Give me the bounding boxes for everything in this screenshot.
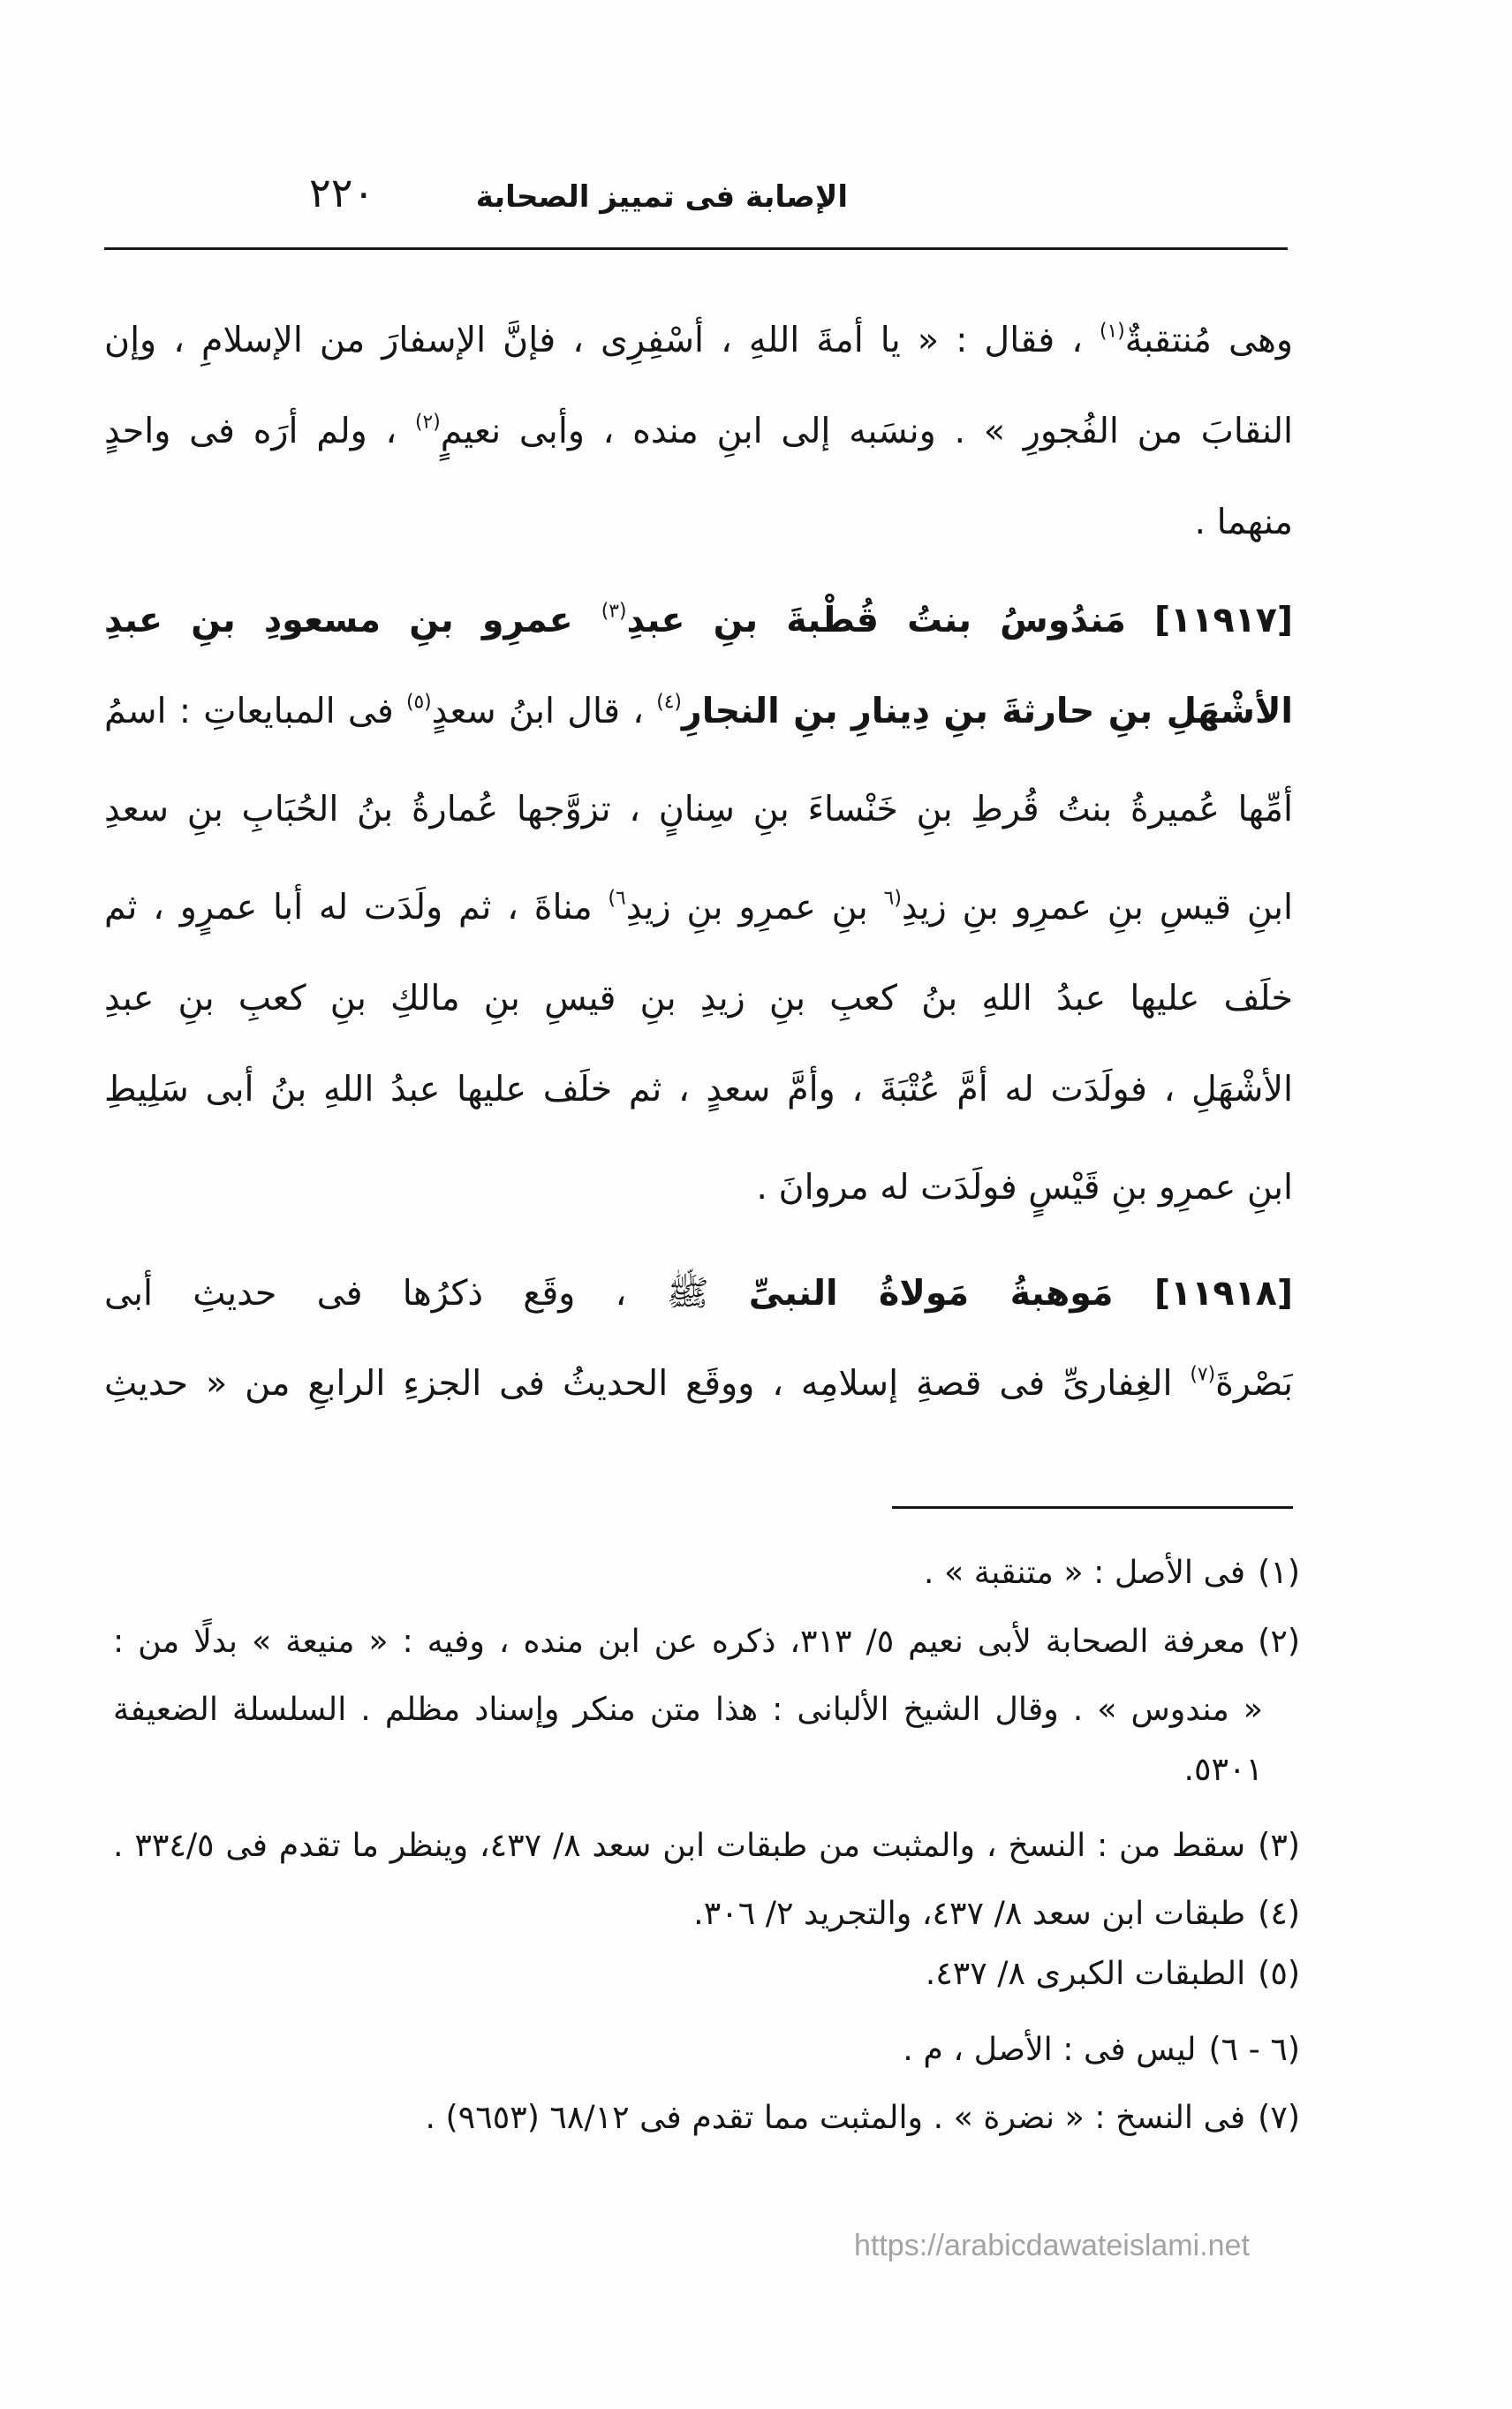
body-line bbox=[104, 296, 1293, 384]
entry-heading: [١١٩١٨] مَوهبةُ مَولاةُ النبىِّ bbox=[748, 1273, 1293, 1314]
footnote-separator bbox=[892, 1506, 1293, 1509]
footnote-text: سقط من : النسخ ، والمثبت من طبقات ابن سعد ٨/ ٤٣٧، وينظر ما تقدم فى ٣٣٤/٥ . bbox=[113, 1826, 1246, 1864]
watermark-url: https://arabicdawateislami.net bbox=[854, 2229, 1250, 2262]
footnote bbox=[113, 1610, 1300, 1672]
header-rule bbox=[104, 247, 1288, 250]
text-segment: ابنِ قيسِ بنِ عمرِو بنِ زيدِ bbox=[901, 887, 1293, 928]
text-segment: الغِفارىِّ فى قصةِ إسلامِه ، ووقَع الحديثُ فى الجزءِ الرابعِ من « حديثِ bbox=[104, 1363, 1191, 1404]
footnote-text: « مندوس » . وقال الشيخ الألبانى : هذا متن منكر وإسناد مظلم . السلسلة الضعيفة bbox=[113, 1690, 1263, 1728]
footnote-continuation bbox=[113, 1739, 1263, 1800]
text-segment: النقابَ من الفُجورِ » . ونسَبه إلى ابنِ منده ، وأبى نعيمٍ bbox=[440, 411, 1293, 451]
footnote-ref: (٣) bbox=[601, 600, 627, 623]
footnote-ref: (٧) bbox=[1190, 1363, 1216, 1386]
body-line bbox=[104, 1339, 1293, 1428]
page-number: ٢٢٠ bbox=[309, 169, 375, 216]
running-title: الإصابة فى تمييز الصحابة bbox=[475, 179, 848, 215]
text-segment: ﷺ ، وقَع ذكرُها فى حديثِ أبى bbox=[104, 1273, 749, 1314]
footnote-text: فى النسخ : « نضرة » . والمثبت مما تقدم فى ٦٨/١٢ (٩٦٥٣) . bbox=[425, 2098, 1246, 2136]
text-segment: فى المبايعاتِ : اسمُ bbox=[104, 691, 406, 731]
footnote-number: (٥) bbox=[1258, 1954, 1300, 1992]
text-segment: ، ولم أرَه فى واحدٍ bbox=[104, 411, 415, 451]
text-segment: بَصْرةَ bbox=[1215, 1363, 1293, 1404]
footnote-ref: (٦ bbox=[883, 887, 902, 910]
footnote bbox=[113, 1943, 1300, 2004]
footnote-number: (٧) bbox=[1258, 2098, 1300, 2136]
body-line bbox=[104, 667, 1293, 755]
text-segment: مناةَ ، ثم ولَدَت له أبا عمرٍو ، ثم bbox=[104, 887, 609, 928]
body-line bbox=[104, 765, 1293, 853]
entry-heading: عمرِو بنِ مسعودِ بنِ عبدِ bbox=[104, 600, 601, 640]
footnote-number: (٤) bbox=[1258, 1894, 1300, 1932]
footnote bbox=[113, 1814, 1300, 1876]
footnote-text: ٥٣٠١. bbox=[1183, 1750, 1263, 1788]
footnote-number: (١) bbox=[1258, 1553, 1300, 1591]
entry-heading: الأشْهَلِ بنِ حارثةَ بنِ دِينارِ بنِ النجارِ bbox=[681, 691, 1293, 731]
footnote-text: معرفة الصحابة لأبى نعيم ٥/ ٣١٣، ذكره عن ابن منده ، وفيه : « منيعة » بدلًا من : bbox=[113, 1622, 1246, 1660]
footnote-ref: (١) bbox=[1100, 320, 1125, 343]
footnote bbox=[113, 1542, 1300, 1603]
body-line bbox=[104, 1143, 1293, 1231]
footnote-number: (٣) bbox=[1258, 1826, 1300, 1864]
text-segment: خلَف عليها عبدُ اللهِ بنُ كعبِ بنِ زيدِ بنِ قيسِ بنِ مالكِ بنِ كعبِ بنِ عبدِ bbox=[104, 978, 1293, 1019]
footnote-ref: (٤) bbox=[656, 691, 682, 714]
footnote-text: الطبقات الكبرى ٨/ ٤٣٧. bbox=[925, 1954, 1246, 1992]
body-line bbox=[104, 954, 1293, 1042]
body-line bbox=[104, 478, 1293, 566]
footnote bbox=[113, 2019, 1300, 2080]
footnote-number: (٦ - ٦) bbox=[1208, 2030, 1300, 2068]
footnote-continuation bbox=[113, 1678, 1263, 1740]
footnote bbox=[113, 1883, 1300, 1944]
text-segment: بنِ عمرِو بنِ زيدِ bbox=[625, 887, 884, 928]
footnote-text: فى الأصل : « متنقبة » . bbox=[923, 1553, 1246, 1591]
footnote-ref: (٢) bbox=[415, 411, 441, 434]
body-line bbox=[104, 387, 1293, 475]
footnote-text: طبقات ابن سعد ٨/ ٤٣٧، والتجريد ٢/ ٣٠٦. bbox=[693, 1894, 1246, 1932]
footnote-ref: (٥) bbox=[405, 691, 432, 714]
text-segment: ، فقال : « يا أمةَ اللهِ ، أسْفِرِى ، فإنَّ الإسفارَ من الإسلامِ ، وإن bbox=[104, 320, 1100, 360]
text-segment: ، قال ابنُ سعدٍ bbox=[431, 691, 657, 731]
body-line bbox=[104, 1249, 1293, 1337]
text-segment: منهما . bbox=[1194, 502, 1293, 542]
text-segment: ابنِ عمرِو بنِ قَيْسٍ فولَدَت له مروانَ . bbox=[756, 1167, 1293, 1208]
footnote-number: (٢) bbox=[1258, 1622, 1300, 1660]
footnote bbox=[113, 2087, 1300, 2148]
footnote-ref: ٦) bbox=[608, 887, 626, 910]
text-segment: أمِّها عُميرةُ بنتُ قُرطِ بنِ خَنْساءَ بنِ سِنانٍ ، تزوَّجها عُمارةُ بنُ الحُبَابِ بنِ سعدِ bbox=[104, 789, 1293, 830]
footnote-text: ليس فى : الأصل ، م . bbox=[903, 2030, 1197, 2068]
text-segment: وهى مُنتقبةٌ bbox=[1124, 320, 1293, 360]
body-line bbox=[104, 576, 1293, 664]
body-line bbox=[104, 1045, 1293, 1133]
text-segment: الأشْهَلِ ، فولَدَت له أمَّ عُتْبَةَ ، وأمَّ سعدٍ ، ثم خلَف عليها عبدُ اللهِ بنُ أبى سَلِيطِ bbox=[104, 1069, 1293, 1110]
entry-heading: [١١٩١٧] مَندُوسُ بنتُ قُطْبةَ بنِ عبدِ bbox=[626, 600, 1293, 640]
body-line bbox=[104, 863, 1293, 951]
